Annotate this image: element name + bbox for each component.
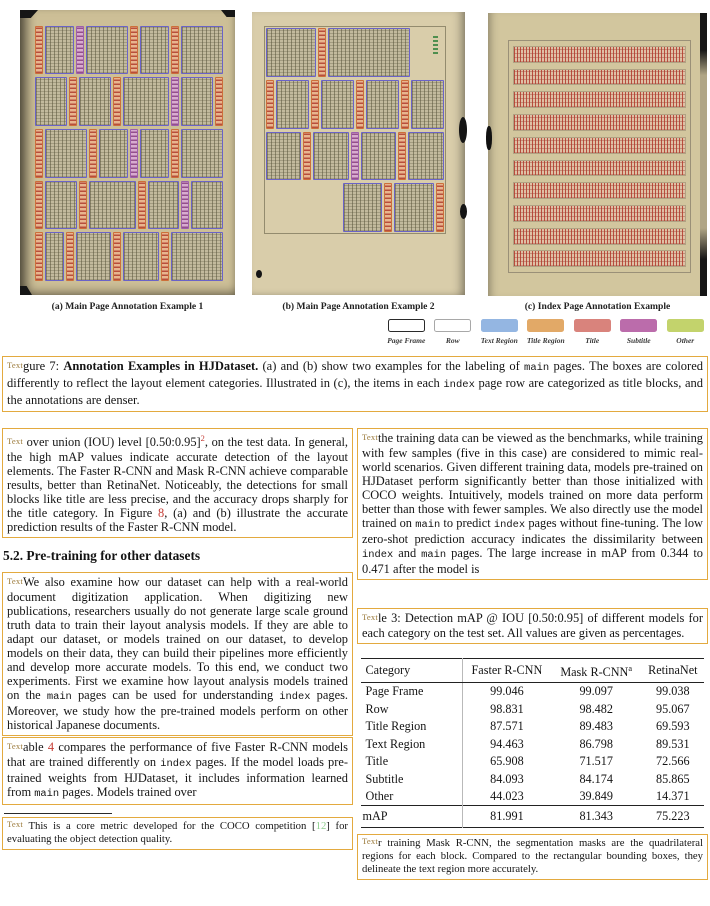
text-region-block [45,181,77,230]
figure-panel-a [20,10,235,295]
text-segment: , on the test data. In general, the high mAP values indicate accurate detection of the layout elements. The Faster R-CNN and Mask R-CNN achieve comparable results, better than RetinaNet. Noticeably, the detections for small blocks like title are less precise, and the accuracy drops sharply for the title category. In Figure [7,435,348,521]
binding-mark [256,270,262,278]
table-row [361,770,705,788]
footnote-text [7,820,348,845]
value-cell: 99.038 [656,684,690,699]
block-row [35,26,223,75]
document-page [488,13,707,296]
legend-swatch [667,319,704,332]
annotation-label: Text [7,576,23,587]
text-segment: the training data can be viewed as the benchmarks, while training with few samples (five in this case) are considered to mimic real-world scenarios. Given different training data, models pre-trained on HJDataset perform significantly better than those initialized with COCO weights. Intuitively, models trained on more data perform better than those with fewer samples. We also directly use the model trained on [362,431,703,530]
text-region-block [123,232,159,281]
value-cell: 87.571 [490,719,524,734]
column-header: RetinaNet [641,659,704,683]
title-region-strip [171,26,179,75]
title-region-strip [384,183,392,232]
reference-link[interactable]: 12 [315,820,327,833]
paragraph-box [2,737,353,805]
legend-item [662,319,709,345]
reference-link[interactable]: 8 [158,506,165,521]
table-row [361,806,705,828]
block-row [266,28,444,77]
title-region-strip [303,132,311,181]
footnote-rule [4,813,112,814]
text-region-block [171,232,223,281]
block-row [266,80,444,129]
annotation-blocks [264,26,446,234]
text-region-block [140,26,169,75]
table-footnote-text [362,837,703,875]
text-region-block [411,80,444,129]
subtitle-strip [130,129,138,178]
value-cell: 81.991 [462,806,551,828]
legend-item [383,319,430,345]
legend-item [616,319,663,345]
subcaption-c: (c) Index Page Annotation Example [524,301,671,312]
legend-label: Title [585,336,600,345]
results-table [361,658,705,828]
text-segment: index [160,758,192,771]
legend-label: Subtitle [626,336,651,345]
subtitle-strip [171,77,179,126]
block-row [35,232,223,281]
reference-link[interactable]: 2 [200,433,205,443]
annotation-label: Text [7,741,23,752]
binding-mark [20,10,38,18]
title-region-strip [35,181,43,230]
legend-label: Text Region [480,336,518,345]
figure-caption-box [2,356,708,412]
table-footnote-box [357,834,708,880]
block-row [35,181,223,230]
annotation-label: Text [7,360,23,370]
legend-label: Row [445,336,460,345]
text-region-block [266,28,316,77]
column-header: Category [361,659,463,683]
text-region-block [321,80,354,129]
text-region-block [366,80,399,129]
paragraph-text [7,740,348,799]
title-region-strip [113,232,121,281]
column-header: Mask R-CNN$^a$ [551,659,641,683]
category-cell: Other [361,788,463,806]
title-region-strip [311,80,319,129]
block-row [266,183,444,232]
table-row [361,788,705,806]
text-segment: main [421,549,447,561]
legend-swatch [434,319,471,332]
text-segment: (a) and (b) show two examples for the labeling of [258,359,525,373]
legend-swatch [574,319,611,332]
category-cell: Title Region [361,718,463,736]
text-segment: index [362,549,394,561]
left-column [2,428,353,850]
table-row [361,682,705,700]
text-region-block [266,132,302,181]
annotation-label: Text [362,612,378,622]
text-region-block [45,129,87,178]
text-region-block [86,26,128,75]
category-cell: Row [361,700,463,718]
column-header: Faster R-CNN [462,659,551,683]
block-row [35,77,223,126]
block-row [35,129,223,178]
subtitle-strip [351,132,359,181]
text-segment: pages. Moreover, we study how the pre-trained models perform on other historical Japanese documents. [7,688,348,733]
title-region-strip [215,77,223,126]
text-region-block [343,183,383,232]
legend-item [569,319,616,345]
legend-item [476,319,523,345]
title-region-strip [436,183,444,232]
value-cell: 94.463 [490,736,524,751]
value-cell: 98.482 [579,701,613,716]
right-column [357,428,708,880]
table-row [361,735,705,753]
category-cell: Text Region [361,735,463,753]
text-segment: main [524,362,550,374]
text-segment: index [279,691,311,704]
figure-panel-c [488,13,707,296]
value-cell: 75.223 [641,806,704,828]
title-region-strip [171,129,179,178]
text-region-block [394,183,434,232]
value-cell: 98.831 [490,701,524,716]
index-row-band [513,205,686,222]
text-segment: ] for evaluating the object detection quality. [7,820,348,846]
empty-region [412,28,444,77]
index-row-band [513,46,686,63]
table-row [361,718,705,736]
paragraph-box [2,428,353,538]
legend-swatch [481,319,518,332]
index-row-band [513,114,686,131]
value-cell: 99.097 [579,684,613,699]
legend-label: Title Region [526,336,565,345]
text-segment: pages can be used for understanding [71,688,280,703]
text-segment: gure 7: [22,359,64,373]
text-region-block [45,26,74,75]
text-segment: able [22,740,48,755]
paragraph-text [362,431,703,576]
value-cell: 39.849 [579,789,613,804]
text-region-block [361,132,397,181]
text-region-block [148,181,180,230]
text-region-block [276,80,309,129]
figure-panel-b [252,12,465,295]
paragraph-text [7,435,348,534]
legend-swatch [620,319,657,332]
text-segment: le 3: Detection mAP @ IOU [0.50:0.95] of different models for each category on the test set. All values are given as percentages. [362,611,703,640]
title-region-strip [356,80,364,129]
legend-swatch [388,319,425,332]
text-region-block [89,181,136,230]
value-cell: 14.371 [656,789,690,804]
figure-legend [383,319,709,345]
binding-mark [460,204,467,219]
title-region-strip [398,132,406,181]
index-row-band [513,69,686,86]
text-region-block [99,129,128,178]
category-cell: Page Frame [361,682,463,700]
subtitle-strip [76,26,84,75]
value-cell: 81.343 [551,806,641,828]
paragraph-box [357,428,708,580]
annotation-blocks [35,26,223,281]
paragraph-text [7,575,348,732]
index-row-band [513,160,686,177]
index-row-band [513,91,686,108]
title-region-strip [35,129,43,178]
figure-caption-text [7,359,703,407]
table-row [361,700,705,718]
index-row-band [513,250,686,267]
title-region-strip [401,80,409,129]
text-segment: pages. The large increase in mAP from 0.344 to 0.471 after the model is [362,546,703,576]
title-region-strip [138,181,146,230]
table-row [361,753,705,771]
document-page [252,12,465,295]
title-region-strip [318,28,326,77]
text-region-block [191,181,223,230]
index-row-band [513,228,686,245]
value-cell: 89.531 [656,736,690,751]
text-segment: and [393,546,422,560]
text-segment: over union (IOU) level [0.50:0.95] [22,435,201,450]
binding-mark [700,13,707,296]
title-region-strip [79,181,87,230]
text-region-block [79,77,111,126]
text-segment: to predict [440,516,494,530]
annotation-label: Text [362,835,378,846]
value-cell: 85.865 [656,771,690,786]
title-region-strip [69,77,77,126]
text-segment: main [34,788,60,801]
category-cell: Title [361,753,463,771]
text-segment: main [46,691,72,704]
text-segment: pages. Models trained over [59,785,197,800]
value-cell: 72.566 [656,754,690,769]
value-cell: 84.174 [579,771,613,786]
text-region-block [45,232,64,281]
table-caption-text [362,611,703,640]
subcaption-b: (b) Main Page Annotation Example 2 [282,301,435,312]
title-region-strip [89,129,97,178]
text-region-block [328,28,410,77]
value-cell: 44.023 [490,789,524,804]
index-row-bands [508,40,691,274]
index-row-band [513,137,686,154]
value-cell: 84.093 [490,771,524,786]
text-segment: We also examine how our dataset can help with a real-world document digitization application. When digitizing new publications, researchers usually do not generate large scale ground truth data to train their layout analysis models. If they are able to adapt our dataset, or models trained on our dataset, to develop models on their data, they can build their pipelines more efficiently and develop more accurate models. To this end, we conduct two experiments. First we examine how layout analysis models trained on the [7,575,348,703]
reference-link[interactable]: 4 [47,740,55,755]
legend-swatch [527,319,564,332]
empty-region [266,183,341,232]
text-segment: compares the performance of five Faster R-CNN models that are trained differently on [7,740,348,770]
value-cell: 86.798 [579,736,613,751]
title-region-strip [161,232,169,281]
title-region-strip [130,26,138,75]
title-region-strip [35,26,43,75]
value-cell: 65.908 [490,754,524,769]
value-cell: 71.517 [579,754,613,769]
text-region-block [313,132,349,181]
stamp-mark [433,36,438,54]
binding-mark [459,117,467,143]
value-cell: 99.046 [490,684,524,699]
subtitle-strip [181,181,189,230]
text-region-block [35,77,67,126]
text-segment: pages. The boxes are colored differently to reflect the layout element categories. Illustrated in (c), the items in each [7,359,704,390]
text-region-block [140,129,169,178]
block-row [266,132,444,181]
paragraph-box [2,572,353,736]
legend-item [523,319,570,345]
binding-mark [486,126,492,150]
text-region-block [181,77,213,126]
document-page [20,10,235,295]
annotation-label: Text [7,436,23,447]
index-row-band [513,182,686,199]
category-cell: Subtitle [361,770,463,788]
text-region-block [181,26,223,75]
binding-mark [20,286,32,295]
value-cell: 69.593 [656,719,690,734]
subcaption-a: (a) Main Page Annotation Example 1 [51,301,204,312]
value-cell: 89.483 [579,719,613,734]
title-region-strip [66,232,74,281]
annotation-label: Text [7,819,23,830]
legend-item [430,319,477,345]
text-segment: pages without fine-tuning. The low zero-shot prediction accuracy indicates the dissimilarity between [362,516,703,546]
text-segment: r training Mask R-CNN, the segmentation masks are the quadrilateral regions for each block. Compared to the rectangular bounding boxes, they delineate the text region more accurately. [362,836,703,875]
text-segment: This is a core metric developed for the COCO competition [ [28,820,316,833]
binding-mark [221,10,235,17]
text-segment: index [443,379,475,391]
text-region-block [181,129,223,178]
text-region-block [408,132,444,181]
title-region-strip [35,232,43,281]
text-segment: main [415,519,441,531]
text-region-block [76,232,112,281]
text-segment: , (a) and (b) illustrate the accurate prediction results of the Faster R-CNN model. [7,506,349,535]
title-region-strip [113,77,121,126]
category-cell: mAP [361,806,463,828]
text-segment: page row are categorized as title blocks, and the annotations are denser. [7,376,703,407]
legend-label: Page Frame [387,336,426,345]
text-segment: index [493,519,526,531]
text-segment: Annotation Examples in HJDataset. [63,359,259,373]
text-segment: pages. If the model loads pre-trained weights from HJDataset, it includes information learned from [7,755,348,800]
value-cell: 95.067 [656,701,690,716]
section-heading: 5.2. Pre-training for other datasets [3,548,201,564]
text-region-block [123,77,170,126]
legend-label: Other [676,336,695,345]
table-caption-box [357,608,708,644]
footnote-box [2,817,353,850]
table-header-row [361,659,705,683]
annotation-label: Text [362,432,378,442]
title-region-strip [266,80,274,129]
